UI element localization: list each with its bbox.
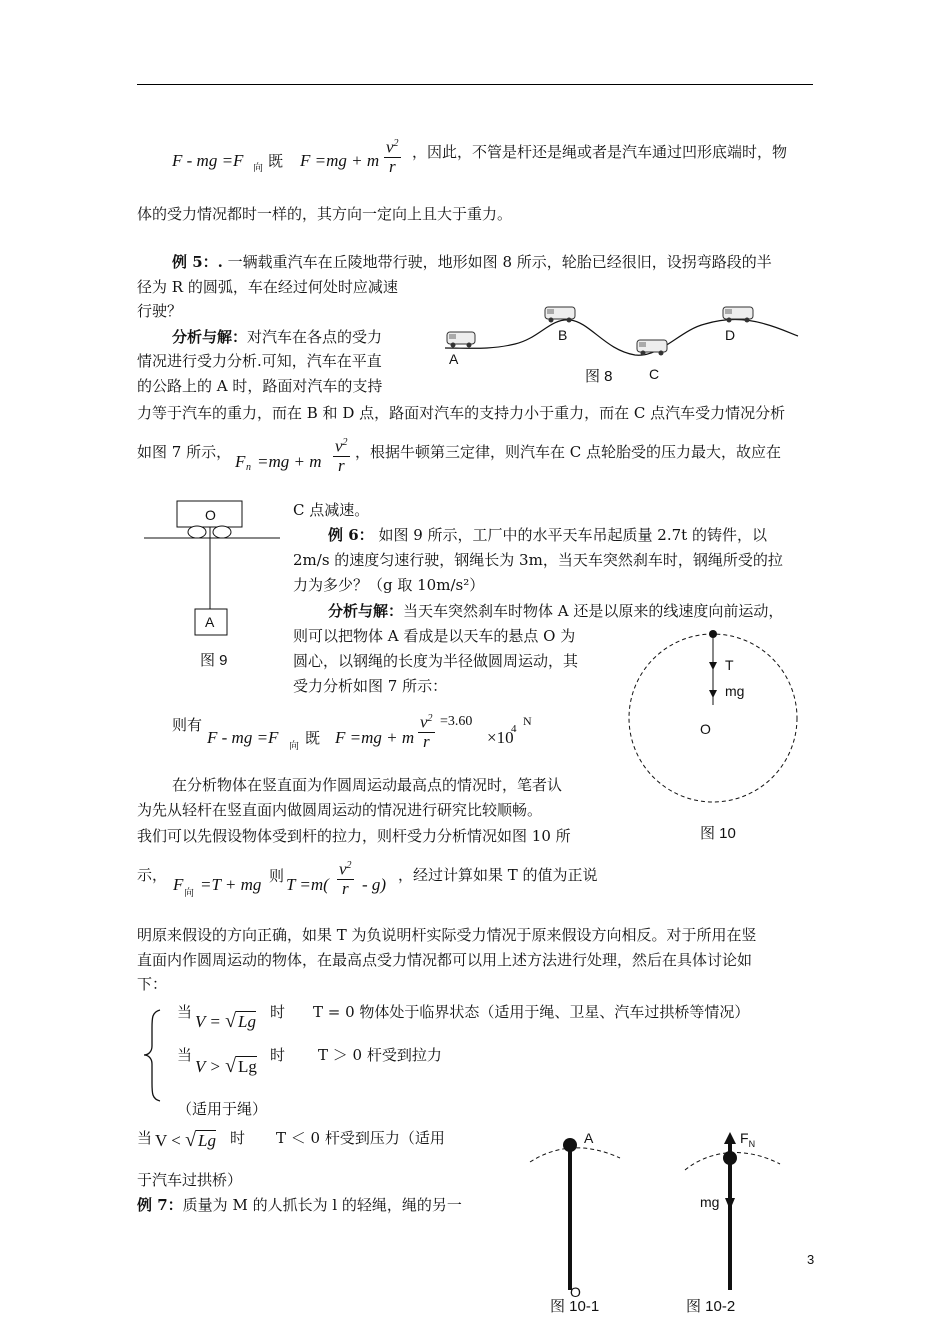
header-rule — [137, 84, 813, 85]
intro-text-after: ，因此，不管是杆还是绳或者是汽车通过凹形底端时，物 — [412, 143, 788, 161]
fig10-2-caption: 图 10-2 — [686, 1298, 736, 1315]
p4-minus: - g) — [362, 875, 387, 894]
fn-fraction: $\frac{v^2}{r}$ — [333, 434, 350, 475]
p4-then: 则 — [269, 869, 285, 885]
fig10-1-label-a: A — [584, 1130, 594, 1146]
truck-icon — [723, 307, 753, 323]
example6-line2: 2m/s 的速度匀速行驶，钢绳长为 3m，当天车突然刹车时，钢绳所受的拉 — [293, 551, 783, 569]
case3-text: T ＜ 0 杆受到压力（适用 — [276, 1129, 445, 1147]
example6-text1: 如图 9 所示，工厂中的水平天车吊起质量 2.7t 的铸件，以 — [378, 526, 767, 544]
fn-rhs: =mg + m — [257, 452, 322, 471]
discussion-p4-formula — [173, 855, 403, 910]
page-number: 3 — [807, 1252, 815, 1267]
fig10-2-fn: F — [740, 1130, 749, 1146]
example5-analysis3: 的公路上的 A 时，路面对汽车的支持 — [137, 377, 383, 395]
discussion-p2: 为先从轻杆在竖直面内做圆周运动的情况进行研究比较顺畅。 — [137, 801, 543, 819]
example6-analysis-label: 分析与解： — [328, 602, 404, 620]
figure8 — [440, 300, 810, 390]
intro-line2: 体的受力情况都时一样的，其方向一定向上且大于重力。 — [137, 205, 513, 223]
fig8-label-a: A — [449, 351, 459, 367]
result-times: ×10 — [487, 728, 514, 747]
intro-formula-lhs: F - mg =F — [172, 151, 244, 170]
case3-time: 时 — [230, 1129, 246, 1147]
case1-v: V = — [195, 1012, 221, 1031]
fig10-label-t: T — [725, 657, 734, 673]
example6-label: 例 6： — [328, 526, 374, 544]
fig10-2-label-fn — [740, 1128, 755, 1154]
example7-label: 例 7： — [137, 1196, 183, 1214]
case3-text2: 于汽车过拱桥） — [137, 1171, 243, 1189]
case2-v: V > — [195, 1057, 221, 1076]
result-mid: 既 — [305, 731, 321, 747]
fig9-caption: 图 9 — [200, 652, 228, 669]
fig10-2-label-mg: mg — [700, 1194, 720, 1210]
intro-formula-word: 既 — [268, 154, 284, 170]
example6-analysis4: 受力分析如图 7 所示： — [293, 677, 448, 695]
figure10-1 — [525, 1130, 625, 1295]
example6-result-pre: 则有 — [172, 716, 203, 734]
result-sub: 向 — [289, 741, 299, 752]
example5-line2: 径为 R 的圆弧，车在经过何处时应减速 — [137, 278, 398, 296]
intro-fraction: $\frac{v^2}{r}$ — [384, 135, 401, 176]
fig10-2-fn-sub: N — [748, 1138, 756, 1149]
example6-line3: 力为多少？（g 取 10m/s²） — [293, 576, 485, 594]
example6-analysis1-text: 当天车突然刹车时物体 A 还是以原来的线速度向前运动， — [403, 602, 784, 620]
example5-analysis1 — [172, 327, 382, 347]
example5-label: 例 5：. — [172, 253, 223, 271]
example6-analysis2: 则可以把物体 A 看成是以天车的悬点 O 为 — [293, 627, 576, 645]
case2-when: 当 — [177, 1046, 193, 1064]
case3-when: 当 — [137, 1129, 153, 1147]
figure10-2 — [680, 1130, 790, 1295]
p4-eq: =T + mg — [200, 875, 262, 894]
fig10-1-label-o: O — [570, 1284, 581, 1300]
terrain-curve — [445, 320, 798, 356]
example5-analysis6: C 点减速。 — [293, 501, 370, 519]
fn-sub: n — [246, 462, 251, 473]
fig9-label-a: A — [205, 614, 215, 630]
p4-sub: 向 — [184, 888, 194, 899]
example5-analysis5-post: ，根据牛顿第三定律，则汽车在 C 点轮胎受的压力最大，故应在 — [355, 443, 782, 461]
example5-analysis1-text: 对汽车在各点的受力 — [247, 328, 383, 346]
fig10-label-mg: mg — [725, 683, 745, 699]
example5-analysis2: 情况进行受力分析.可知，汽车在平直 — [137, 352, 382, 370]
discussion-p5: 明原来假设的方向正确，如果 T 为负说明杆实际受力情况于原来假设方向相反。对于所用在竖 — [137, 926, 757, 944]
case1-rad: Lg — [238, 1012, 257, 1031]
p4-fraction: $\frac{v^2}{r}$ — [337, 857, 354, 898]
discussion-p1: 在分析物体在竖直面为作圆周运动最高点的情况时，笔者认 — [172, 776, 563, 794]
case3-rad: Lg — [198, 1131, 217, 1150]
result-fraction: $\frac{v^2}{r}$ — [418, 710, 435, 751]
case2-time: 时 — [270, 1046, 286, 1064]
example7-line1 — [137, 1195, 462, 1215]
example6-result-formula — [207, 708, 547, 766]
case1-when: 当 — [177, 1003, 193, 1021]
case1-text: T = 0 物体处于临界状态（适用于绳、卫星、汽车过拱桥等情况） — [313, 1003, 750, 1021]
fig8-label-d: D — [725, 327, 736, 343]
fig8-label-c: C — [649, 366, 660, 382]
case3-v: V < — [155, 1131, 181, 1150]
case1-formula: V = √ Lg — [195, 1010, 257, 1032]
intro-formula-rhs: F =mg + m — [300, 151, 380, 170]
result-rhs: F =mg + m — [335, 728, 415, 747]
result-unit: N — [523, 714, 532, 728]
discussion-p7: 下： — [137, 975, 168, 993]
example6-analysis3: 圆心，以钢绳的长度为半径做圆周运动，其 — [293, 652, 579, 670]
result-value: =3.60 — [440, 714, 473, 729]
intro-frac-num: v — [386, 137, 394, 157]
intro-frac-den: r — [388, 156, 396, 176]
example6-line1 — [328, 525, 767, 545]
case2-note: （适用于绳） — [177, 1100, 268, 1118]
fig10-label-o: O — [700, 721, 711, 737]
case2-text: T ＞ 0 杆受到拉力 — [318, 1046, 442, 1064]
fig9-label-o: O — [205, 507, 216, 523]
example5-analysis5-pre: 如图 7 所示， — [137, 443, 232, 461]
example5-analysis5-formula — [235, 432, 365, 484]
example5-text1: 一辆载重汽车在丘陵地带行驶，地形如图 8 所示，轮胎已经很旧，设拐弯路段的半 — [227, 253, 772, 271]
intro-formula-sub: 向 — [253, 163, 263, 174]
fig10-caption: 图 10 — [700, 825, 736, 842]
figure10 — [625, 625, 805, 805]
cases-brace — [140, 1008, 164, 1103]
example7-text1: 质量为 M 的人抓长为 l 的轻绳，绳的另一 — [182, 1196, 462, 1214]
truck-icon — [447, 332, 475, 348]
p4-t: T =m( — [286, 875, 329, 894]
discussion-p3: 我们可以先假设物体受到杆的拉力，则杆受力分析情况如图 10 所 — [137, 827, 571, 845]
example5-analysis-label: 分析与解： — [172, 328, 248, 346]
discussion-p4-pre: 示， — [137, 866, 168, 884]
case3-formula: V < √ Lg — [155, 1129, 217, 1151]
discussion-p6: 直面内作圆周运动的物体，在最高点受力情况都可以用上述方法进行处理，然后在具体讨论如 — [137, 951, 753, 969]
fn-label: F — [235, 452, 246, 471]
truck-icon — [545, 307, 575, 323]
fig8-caption: 图 8 — [585, 368, 613, 385]
example5-analysis4: 力等于汽车的重力，而在 B 和 D 点，路面对汽车的支持力小于重力，而在 C 点汽车受力情况分析 — [137, 404, 786, 422]
example5-line1 — [172, 252, 772, 272]
case2-rad: Lg — [238, 1057, 257, 1076]
result-exp: 4 — [511, 723, 517, 735]
example5-line3: 行驶？ — [137, 302, 183, 320]
fig8-label-b: B — [558, 327, 568, 343]
result-lhs: F - mg =F — [207, 728, 279, 747]
fig10-1-caption: 图 10-1 — [550, 1298, 600, 1315]
case1-time: 时 — [270, 1003, 286, 1021]
case2-formula: V > √ Lg — [195, 1055, 257, 1077]
discussion-p4-post: ，经过计算如果 T 的值为正说 — [398, 866, 598, 884]
example6-analysis1 — [328, 601, 783, 621]
p4-f: F — [173, 875, 184, 894]
